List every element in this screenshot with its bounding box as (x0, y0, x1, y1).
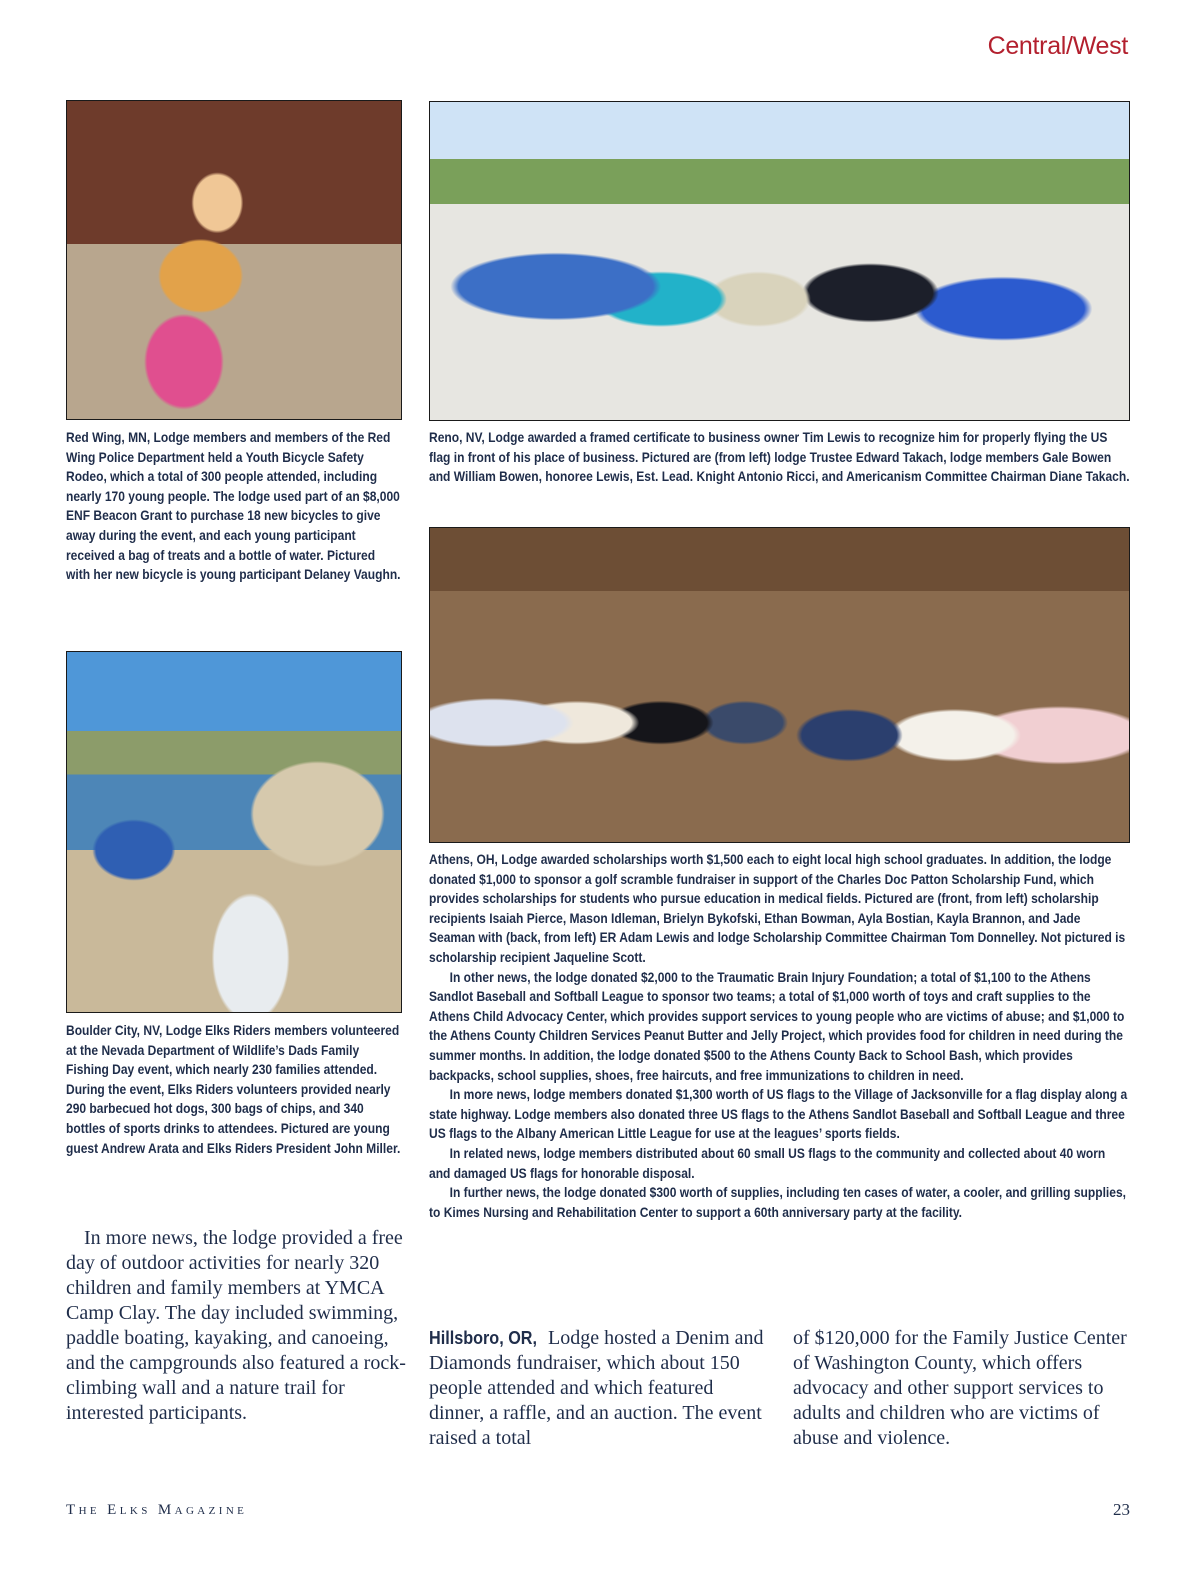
body-paragraph-hillsboro (429, 1326, 765, 1451)
photo-athens (429, 527, 1130, 843)
caption-paragraph (429, 850, 1130, 968)
photo-red-wing (66, 100, 402, 420)
caption-text: Lodge members and members of the Red Wing Police Department held a Youth Bicycle Safety Rodeo, which a total of 300 people attended, including nearly 170 young people. The lodge used part of an $8,000 ENF Beacon Grant to purchase 18 new bicycles to give away during the event, and each young participant received a bag of treats and a bottle of water. Pictured with her new bicycle is young participant Delaney Vaughn. (66, 429, 401, 583)
caption-boulder-city (66, 1021, 401, 1158)
caption-text: Lodge awarded a framed certificate to business owner Tim Lewis to recognize him for properly flying the US flag in front of his place of business. Pictured are (from left) lodge Trustee Edward Takach, lodge members Gale Bowen and William Bowen, honoree Lewis, Est. Lead. Knight Antonio Ricci, and Americanism Committee Chairman Diane Takach. (429, 429, 1130, 485)
caption-place: Reno, NV, (429, 429, 485, 445)
caption-athens (429, 850, 1130, 1222)
photo-reno (429, 101, 1130, 421)
hillsboro-place: Hillsboro, OR, (429, 1328, 538, 1348)
footer-magazine-name: The Elks Magazine (66, 1502, 248, 1518)
body-paragraph-camp-clay: In more news, the lodge provided a free day of outdoor activities for nearly 320 children and family members at YMCA Camp Clay. The day included swimming, paddle boating, kayaking, and canoeing, and the campgrounds also featured a rock-climbing wall and a nature trail for interested participants. (66, 1227, 406, 1424)
caption-text: Lodge Elks Riders members volunteered at the Nevada Department of Wildlife’s Dads Family Fishing Day event, which nearly 230 families attended. During the event, Elks Riders volunteers provided nearly 290 barbecued hot dogs, 300 bags of chips, and 340 bottles of sports drinks to attendees. Pictured are young guest Andrew Arata and Elks Riders President John Miller. (66, 1022, 401, 1156)
caption-red-wing (66, 428, 401, 585)
caption-reno (429, 428, 1130, 487)
hillsboro-text: Lodge hosted a Denim and Diamonds fundraiser, which about 150 people attended and which featured dinner, a raffle, and an auction. The event raised a total (429, 1327, 764, 1449)
page-number: 23 (1113, 1500, 1130, 1519)
caption-paragraph: In related news, lodge members distributed about 60 small US flags to the community and collected about 40 worn and damaged US flags for honorable disposal. (429, 1144, 1106, 1181)
caption-paragraph: In further news, the lodge donated $300 worth of supplies, including ten cases of water, a cooler, and grilling supplies, to Kimes Nursing and Rehabilitation Center to support a 60th anniversary party at the facility. (429, 1184, 1127, 1220)
photo-boulder-city (66, 651, 402, 1013)
caption-place: Red Wing, MN, (66, 429, 151, 445)
caption-paragraph: In more news, lodge members donated $1,300 worth of US flags to the Village of Jacksonville for a flag display along a state highway. Lodge members also donated three US flags to the Athens Sandlot Baseball and Softball League and three US flags to the Albany American Little League for use at the leagues’ sports fields. (429, 1086, 1128, 1142)
caption-text: Lodge awarded scholarships worth $1,500 each to eight local high school graduates. In addition, the lodge donated $1,000 to sponsor a golf scramble fundraiser in support of the Charles Doc Patton Scholarship Fund, which provides scholarships for students who pursue education in medical fields. Pictured are (front, from left) scholarship recipients Isaiah Pierce, Mason Idleman, Brielyn Bykofski, Ethan Bowman, Ayla Bostian, Kayla Brannon, and Jade Seaman with (back, from left) ER Adam Lewis and lodge Scholarship Committee Chairman Tom Donnelley. Not pictured is scholarship recipient Jaqueline Scott. (429, 851, 1126, 965)
caption-place: Athens, OH, (429, 851, 498, 867)
caption-place: Boulder City, NV, (66, 1022, 163, 1038)
caption-paragraph: In other news, the lodge donated $2,000 to the Traumatic Brain Injury Foundation; a total of $1,100 to the Athens Sandlot Baseball and Softball League to sponsor two teams; a total of $1,000 worth of toys and craft supplies to the Athens Child Advocacy Center, which provides support services to young people who are victims of abuse; and $1,000 to the Athens County Children Services Peanut Butter and Jelly Project, which provides food for children in need during the summer months. In addition, the lodge donated $500 to the Athens County Back to School Bash, which provides backpacks, school supplies, shoes, free haircuts, and free immunizations to children in need. (429, 968, 1125, 1083)
section-title: Central/West (987, 32, 1128, 60)
body-paragraph-hillsboro-continued: of $120,000 for the Family Justice Center of Washington County, which offers advocacy and other support services to adults and children who are victims of abuse and violence. (793, 1327, 1127, 1449)
